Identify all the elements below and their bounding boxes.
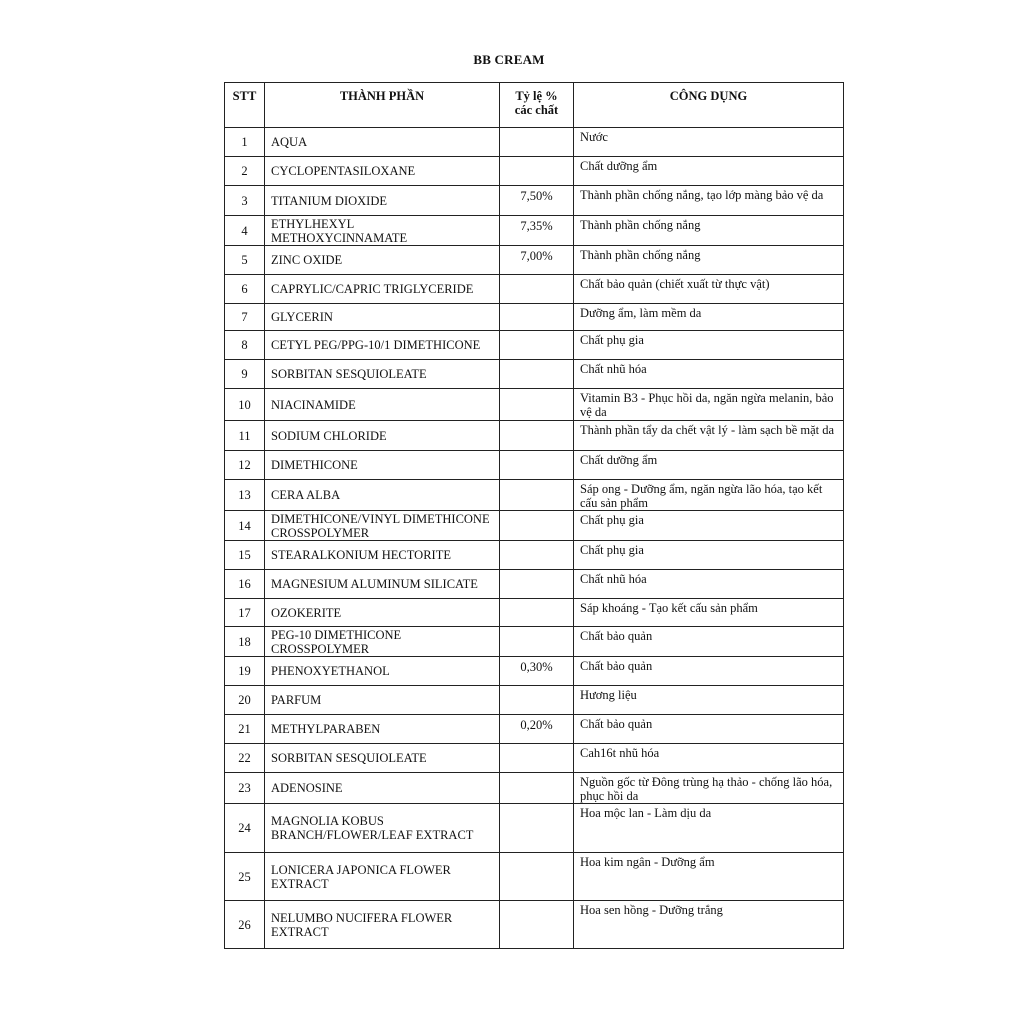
table-row — [225, 901, 844, 949]
header-ratio — [500, 83, 574, 128]
row-ratio — [500, 627, 574, 657]
row-stt: 5 — [225, 246, 265, 275]
row-use: Chất nhũ hóa — [574, 570, 844, 599]
row-ratio — [500, 157, 574, 186]
row-stt: 14 — [225, 511, 265, 541]
row-use: Chất phụ gia — [574, 511, 844, 541]
row-ingredient: DIMETHICONE/VINYL DIMETHICONE CROSSPOLYMER — [265, 511, 500, 541]
table-row — [225, 246, 844, 275]
row-use: Chất bảo quản — [574, 657, 844, 686]
row-ratio — [500, 421, 574, 451]
row-ratio — [500, 853, 574, 901]
row-stt: 11 — [225, 421, 265, 451]
row-use: Chất bảo quản — [574, 715, 844, 744]
row-use: Dưỡng ẩm, làm mềm da — [574, 304, 844, 331]
row-stt: 7 — [225, 304, 265, 331]
row-ingredient: MAGNESIUM ALUMINUM SILICATE — [265, 570, 500, 599]
row-ratio — [500, 744, 574, 773]
row-ratio — [500, 901, 574, 949]
row-use: Thành phần chống nắng — [574, 216, 844, 246]
row-ratio — [500, 480, 574, 511]
table-row — [225, 275, 844, 304]
table-row — [225, 657, 844, 686]
row-ingredient: PARFUM — [265, 686, 500, 715]
row-ingredient: OZOKERITE — [265, 599, 500, 627]
row-ratio — [500, 360, 574, 389]
row-stt: 12 — [225, 451, 265, 480]
row-ingredient: GLYCERIN — [265, 304, 500, 331]
row-ingredient: CETYL PEG/PPG-10/1 DIMETHICONE — [265, 331, 500, 360]
row-ingredient: SORBITAN SESQUIOLEATE — [265, 744, 500, 773]
row-ingredient: PHENOXYETHANOL — [265, 657, 500, 686]
row-stt: 15 — [225, 541, 265, 570]
table-row — [225, 853, 844, 901]
table-row — [225, 304, 844, 331]
row-stt: 4 — [225, 216, 265, 246]
row-ratio — [500, 804, 574, 853]
table-row — [225, 541, 844, 570]
row-ingredient: MAGNOLIA KOBUS BRANCH/FLOWER/LEAF EXTRACT — [265, 804, 500, 853]
table-row — [225, 773, 844, 804]
header-ingredient: THÀNH PHẦN — [265, 83, 500, 128]
row-ingredient: METHYLPARABEN — [265, 715, 500, 744]
table-row — [225, 744, 844, 773]
header-ratio-line1: Tỷ lệ % — [515, 89, 558, 103]
row-ratio — [500, 128, 574, 157]
row-stt: 18 — [225, 627, 265, 657]
header-ratio-line2: các chất — [514, 103, 559, 117]
row-use: Thành phần tẩy da chết vật lý - làm sạch bề mặt da — [574, 421, 844, 451]
row-stt: 21 — [225, 715, 265, 744]
header-use: CÔNG DỤNG — [574, 83, 844, 128]
row-use: Hoa kim ngân - Dưỡng ẩm — [574, 853, 844, 901]
table-row — [225, 570, 844, 599]
header-stt: STT — [225, 83, 265, 128]
row-use: Chất dưỡng ẩm — [574, 451, 844, 480]
row-ratio — [500, 389, 574, 421]
row-ingredient: ETHYLHEXYL METHOXYCINNAMATE — [265, 216, 500, 246]
row-use: Hoa mộc lan - Làm dịu da — [574, 804, 844, 853]
table-row — [225, 128, 844, 157]
row-ingredient: SODIUM CHLORIDE — [265, 421, 500, 451]
table-row — [225, 599, 844, 627]
row-use: Chất phụ gia — [574, 331, 844, 360]
row-ingredient: NIACINAMIDE — [265, 389, 500, 421]
row-use: Nguồn gốc từ Đông trùng hạ thảo - chống lão hóa, phục hồi da — [574, 773, 844, 804]
row-ratio — [500, 686, 574, 715]
table-row — [225, 451, 844, 480]
row-use: Cah16t nhũ hóa — [574, 744, 844, 773]
row-ratio: 7,00% — [500, 246, 574, 275]
table-row — [225, 389, 844, 421]
row-use: Hoa sen hồng - Dưỡng trắng — [574, 901, 844, 949]
table-row — [225, 686, 844, 715]
row-ingredient: NELUMBO NUCIFERA FLOWER EXTRACT — [265, 901, 500, 949]
row-ingredient: CERA ALBA — [265, 480, 500, 511]
row-stt: 10 — [225, 389, 265, 421]
table-row — [225, 157, 844, 186]
row-stt: 23 — [225, 773, 265, 804]
table-row — [225, 715, 844, 744]
table-row — [225, 421, 844, 451]
row-use: Vitamin B3 - Phục hồi da, ngăn ngừa melanin, bảo vệ da — [574, 389, 844, 421]
row-stt: 13 — [225, 480, 265, 511]
row-use: Nước — [574, 128, 844, 157]
row-stt: 2 — [225, 157, 265, 186]
row-ratio: 0,30% — [500, 657, 574, 686]
table-row — [225, 627, 844, 657]
row-stt: 3 — [225, 186, 265, 216]
row-stt: 1 — [225, 128, 265, 157]
row-ingredient: ZINC OXIDE — [265, 246, 500, 275]
table-header-row — [225, 83, 844, 128]
row-use: Chất bảo quản — [574, 627, 844, 657]
row-use: Hương liệu — [574, 686, 844, 715]
row-stt: 24 — [225, 804, 265, 853]
row-ingredient: AQUA — [265, 128, 500, 157]
row-ingredient: TITANIUM DIOXIDE — [265, 186, 500, 216]
row-stt: 25 — [225, 853, 265, 901]
row-stt: 17 — [225, 599, 265, 627]
row-ingredient: DIMETHICONE — [265, 451, 500, 480]
row-ingredient: SORBITAN SESQUIOLEATE — [265, 360, 500, 389]
row-ingredient: CYCLOPENTASILOXANE — [265, 157, 500, 186]
row-ingredient: PEG-10 DIMETHICONE CROSSPOLYMER — [265, 627, 500, 657]
row-stt: 19 — [225, 657, 265, 686]
row-ratio — [500, 570, 574, 599]
row-stt: 20 — [225, 686, 265, 715]
row-stt: 9 — [225, 360, 265, 389]
row-ratio — [500, 773, 574, 804]
row-stt: 8 — [225, 331, 265, 360]
row-ratio — [500, 541, 574, 570]
ingredients-table — [224, 82, 844, 949]
row-stt: 6 — [225, 275, 265, 304]
row-ratio — [500, 304, 574, 331]
table-row — [225, 804, 844, 853]
row-use: Sáp khoáng - Tạo kết cấu sản phẩm — [574, 599, 844, 627]
table-row — [225, 511, 844, 541]
row-use: Sáp ong - Dưỡng ẩm, ngăn ngừa lão hóa, tạo kết cấu sản phẩm — [574, 480, 844, 511]
row-ratio — [500, 331, 574, 360]
row-ingredient: ADENOSINE — [265, 773, 500, 804]
table-row — [225, 331, 844, 360]
row-ratio — [500, 599, 574, 627]
document-title: BB CREAM — [473, 52, 545, 67]
table-row — [225, 186, 844, 216]
row-use: Chất nhũ hóa — [574, 360, 844, 389]
row-stt: 16 — [225, 570, 265, 599]
row-ingredient: CAPRYLIC/CAPRIC TRIGLYCERIDE — [265, 275, 500, 304]
row-use: Thành phần chống nắng — [574, 246, 844, 275]
table-row — [225, 360, 844, 389]
row-ratio: 7,35% — [500, 216, 574, 246]
row-ingredient: STEARALKONIUM HECTORITE — [265, 541, 500, 570]
row-use: Chất phụ gia — [574, 541, 844, 570]
table-row — [225, 216, 844, 246]
table-row — [225, 480, 844, 511]
row-ingredient: LONICERA JAPONICA FLOWER EXTRACT — [265, 853, 500, 901]
row-ratio — [500, 451, 574, 480]
row-stt: 26 — [225, 901, 265, 949]
row-ratio: 0,20% — [500, 715, 574, 744]
row-ratio: 7,50% — [500, 186, 574, 216]
row-ratio — [500, 511, 574, 541]
row-use: Chất bảo quản (chiết xuất từ thực vật) — [574, 275, 844, 304]
row-stt: 22 — [225, 744, 265, 773]
row-use: Thành phần chống nắng, tạo lớp màng bảo vệ da — [574, 186, 844, 216]
row-ratio — [500, 275, 574, 304]
row-use: Chất dưỡng ẩm — [574, 157, 844, 186]
